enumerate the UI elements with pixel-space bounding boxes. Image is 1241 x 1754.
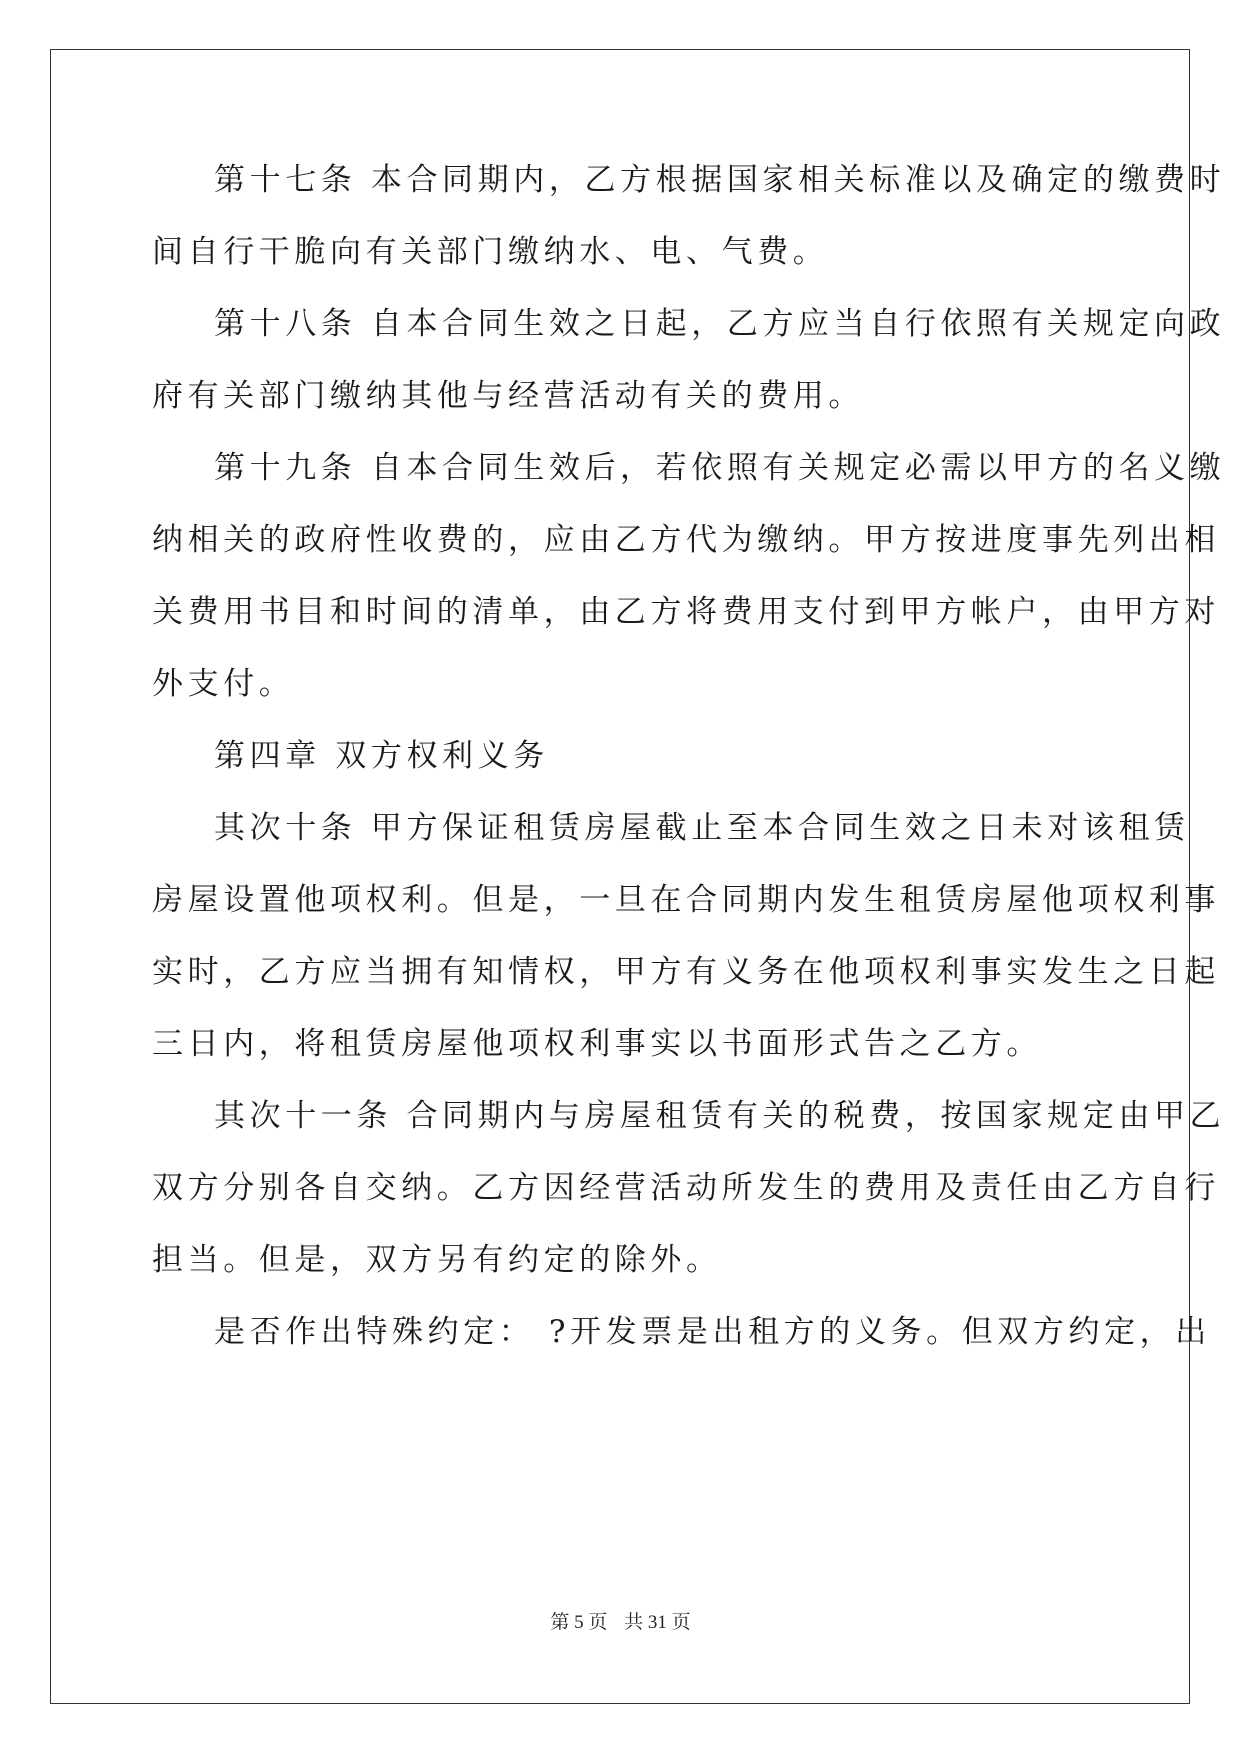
paragraph-line: 间自行干脆向有关部门缴纳水、电、气费。 [152,234,829,270]
page-number: 第 5 页 [550,1612,608,1633]
chapter-heading: 第四章 双方权利义务 [214,738,549,774]
paragraph-line: 第十八条 自本合同生效之日起，乙方应当自行依照有关规定向政 [214,306,1226,342]
paragraph-line: 实时，乙方应当拥有知情权，甲方有义务在他项权利事实发生之日起 [152,954,1220,990]
paragraph-line: 其次十一条 合同期内与房屋租赁有关的税费，按国家规定由甲乙 [214,1098,1226,1134]
paragraph-line: 房屋设置他项权利。但是，一旦在合同期内发生租赁房屋他项权利事 [152,882,1220,918]
paragraph-line: 纳相关的政府性收费的，应由乙方代为缴纳。甲方按进度事先列出相 [152,522,1220,558]
page-total: 共 31 页 [624,1612,691,1633]
page-footer [0,1611,1241,1635]
paragraph-line: 三日内，将租赁房屋他项权利事实以书面形式告之乙方。 [152,1026,1042,1062]
paragraph-line: 是否作出特殊约定： ?开发票是出租方的义务。但双方约定，出 [214,1314,1211,1350]
page-border [50,49,1226,1704]
paragraph-line: 第十九条 自本合同生效后，若依照有关规定必需以甲方的名义缴 [214,450,1226,486]
paragraph-line: 其次十条 甲方保证租赁房屋截止至本合同生效之日未对该租赁 [214,810,1190,846]
paragraph-line: 双方分别各自交纳。乙方因经营活动所发生的费用及责任由乙方自行 [152,1170,1220,1206]
paragraph-line: 外支付。 [152,666,295,702]
paragraph-line: 担当。但是，双方另有约定的除外。 [152,1242,722,1278]
paragraph-line: 府有关部门缴纳其他与经营活动有关的费用。 [152,378,864,414]
paragraph-line: 第十七条 本合同期内，乙方根据国家相关标准以及确定的缴费时 [214,162,1226,198]
paragraph-line: 关费用书目和时间的清单，由乙方将费用支付到甲方帐户，由甲方对 [152,594,1220,630]
